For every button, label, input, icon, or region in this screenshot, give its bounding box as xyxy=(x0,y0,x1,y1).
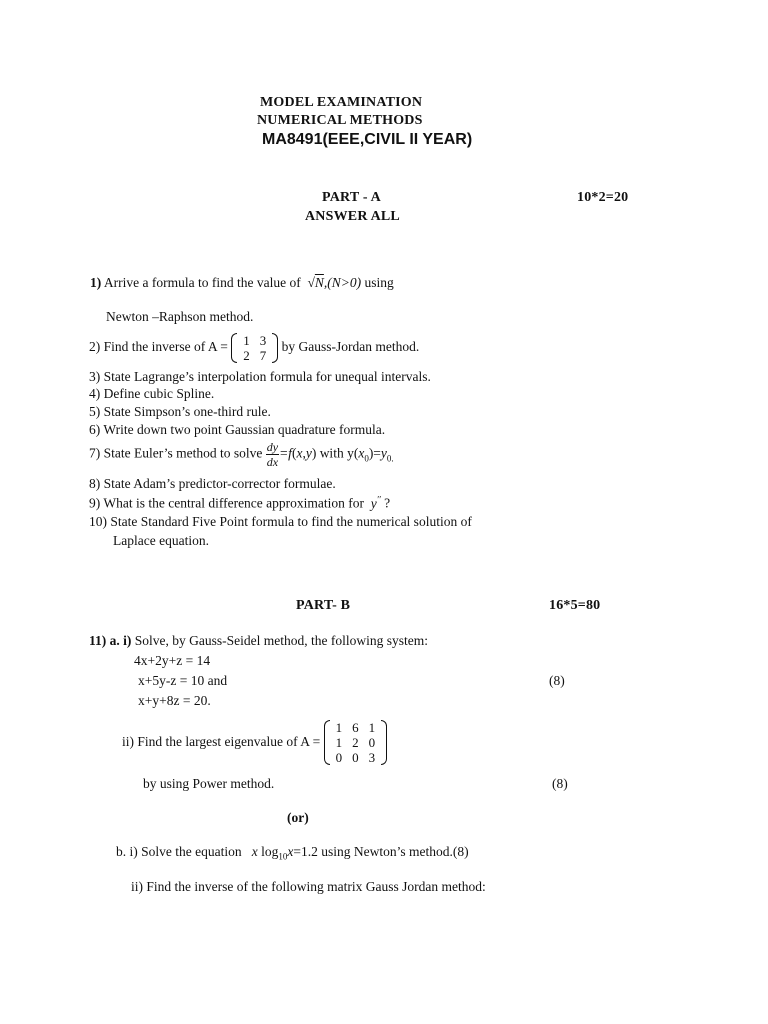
exam-title: MODEL EXAMINATION xyxy=(260,95,423,110)
question-text-tail: using xyxy=(364,275,394,290)
question-text: 9) What is the central difference approximation for xyxy=(89,495,365,511)
equation-1: 4x+2y+z = 14 xyxy=(134,653,211,668)
question-text-tail: by Gauss-Jordan method. xyxy=(281,339,420,354)
matrix-cell: 1 xyxy=(368,720,376,736)
question-8: 8) State Adam’s predictor-corrector formulae. xyxy=(89,476,336,491)
part-a-instruction: ANSWER ALL xyxy=(305,209,400,224)
y-double-prime: y′′ xyxy=(367,494,381,511)
question-11-b-i xyxy=(116,844,469,862)
matrix-cell: 3 xyxy=(368,750,376,766)
question-10-line-2: Laplace equation. xyxy=(113,533,209,548)
question-3: 3) State Lagrange’s interpolation formula for unequal intervals. xyxy=(89,369,431,384)
matrix-3x3 xyxy=(324,720,388,765)
question-number: 1) xyxy=(90,275,102,290)
question-text: b. i) Solve the equation xyxy=(116,844,242,859)
question-11-b-ii: ii) Find the inverse of the following matrix Gauss Jordan method: xyxy=(131,879,486,894)
question-text: 7) State Euler’s method to solve xyxy=(89,445,263,461)
matrix-2x2 xyxy=(231,333,278,363)
matrix-cell: 1 xyxy=(243,332,250,348)
question-text-tail: ? xyxy=(384,495,391,511)
question-2 xyxy=(89,329,419,365)
question-11-a-ii-line-2: by using Power method. xyxy=(143,776,275,791)
question-9 xyxy=(89,494,390,512)
question-number: 11) xyxy=(89,633,107,648)
matrix-cell: 0 xyxy=(368,735,376,751)
part-b-title: PART- B xyxy=(296,598,351,613)
question-11-a-ii xyxy=(122,715,387,769)
equation-2: x+5y-z = 10 and xyxy=(138,673,228,688)
question-text-mid: with y( xyxy=(319,445,359,461)
question-text: ii) Find the largest eigenvalue of A = xyxy=(122,734,321,749)
matrix-cell: 1 xyxy=(335,720,343,736)
subject-title: NUMERICAL METHODS xyxy=(257,113,423,128)
question-7: 7) State Euler’s method to solve $\frac{dy}{dx}$ =f(x,y) with $y(x_0)=y_{0.}$ xyxy=(89,440,394,469)
matrix-cell: 1 xyxy=(335,735,343,751)
equation-3: x+y+8z = 20. xyxy=(138,693,211,708)
course-code: MA8491(EEE,CIVIL II YEAR) xyxy=(262,131,473,148)
marks-label: (8) xyxy=(552,776,568,791)
part-b-marks: 16*5=80 xyxy=(549,598,601,613)
matrix-cell: 3 xyxy=(259,332,267,348)
sqrt-n-expression: √N,(N>0) xyxy=(304,275,362,290)
sub-question-label: a. i) xyxy=(109,633,132,648)
question-text: 2) Find the inverse of A = xyxy=(89,339,228,354)
dy-dx-fraction: $\frac{dy}{dx}$ xyxy=(266,440,279,469)
matrix-cell: 7 xyxy=(259,347,267,363)
or-separator: (or) xyxy=(287,810,309,825)
question-11-a xyxy=(89,633,428,649)
question-text: Arrive a formula to find the value of xyxy=(103,275,301,290)
question-4: 4) Define cubic Spline. xyxy=(89,386,215,401)
matrix-cell: 0 xyxy=(352,750,359,766)
question-1-line-2: Newton –Raphson method. xyxy=(106,309,254,324)
matrix-cell: 6 xyxy=(352,720,359,736)
part-a-marks: 10*2=20 xyxy=(577,190,629,205)
question-6: 6) Write down two point Gaussian quadrature formula. xyxy=(89,422,386,437)
question-text: Solve, by Gauss-Seidel method, the following system: xyxy=(134,633,428,648)
question-5: 5) State Simpson’s one-third rule. xyxy=(89,404,271,419)
part-a-title: PART - A xyxy=(322,190,381,205)
matrix-cell: 0 xyxy=(335,750,343,766)
question-text-tail: using Newton’s method.(8) xyxy=(321,844,469,859)
question-10: 10) State Standard Five Point formula to find the numerical solution of xyxy=(89,514,472,529)
marks-label: (8) xyxy=(549,673,565,688)
question-1 xyxy=(90,275,394,291)
matrix-cell: 2 xyxy=(352,735,359,751)
log-equation: x $\log_{10}x=1.2$ xyxy=(251,844,318,862)
matrix-cell: 2 xyxy=(243,347,250,363)
